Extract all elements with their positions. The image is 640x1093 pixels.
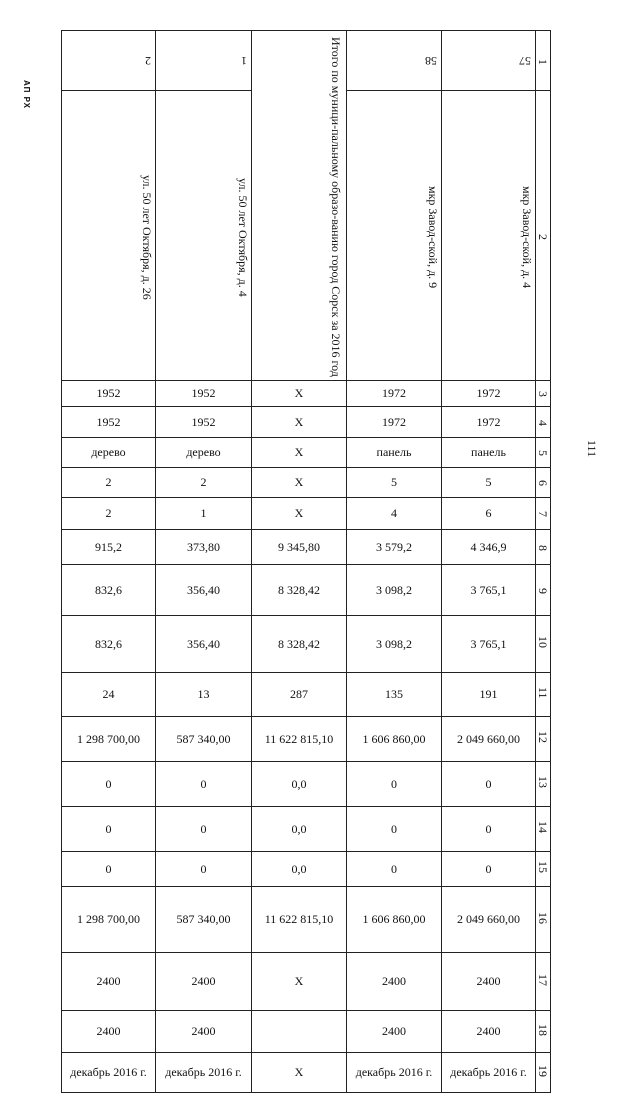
table-row [62,1010,551,1052]
archive-stamp: АП РХ [22,80,31,110]
table-cell: декабрь 2016 г. [165,1065,242,1080]
table-cell: 5 [485,475,492,490]
column-number: 1 [241,53,247,68]
table-cell: 1 606 860,00 [362,912,426,927]
column-number: 2 [145,53,151,68]
table-cell: 2 [105,475,112,490]
table-cell: 6 [485,506,492,521]
table-cell: 0 [105,861,112,876]
table-cell: 587 340,00 [176,912,231,927]
row-number: 7 [536,511,550,518]
table-cell: 1972 [476,386,501,401]
table-cell: 11 622 815,10 [264,912,334,927]
table-cell: 4 346,9 [470,539,507,554]
table-cell: 2 049 660,00 [457,731,520,746]
table-cell: 4 [391,506,397,521]
table-cell: 3 098,2 [376,582,412,597]
column-number: 58 [425,53,437,68]
table-cell: 1972 [382,414,406,429]
table-cell: X [294,414,304,429]
table-cell: дерево [91,445,126,460]
table-cell: 832,6 [95,582,122,597]
table-row [62,716,551,761]
table-cell: X [294,386,304,401]
row-number: 14 [536,821,550,834]
row-number: 4 [536,419,550,426]
table-row [62,615,551,672]
table-cell: 0 [485,821,492,836]
table-cell: 1952 [191,414,216,429]
page-number: 111 [585,440,599,458]
table-cell: 3 765,1 [470,636,507,651]
table-cell: 0 [105,821,112,836]
table-cell: 0 [200,861,207,876]
table-cell: 2 049 660,00 [457,912,520,927]
table-cell: 0 [391,776,397,791]
table-cell: 1952 [191,386,216,401]
row-number: 1 [536,58,550,65]
table-row [62,437,551,467]
table-row [62,31,551,91]
table-cell: 0,0 [291,861,307,876]
table-cell: 2400 [476,974,501,989]
table-cell: X [294,1065,304,1080]
table-cell: 2 [105,506,112,521]
column-address: мкр Завод-ской, д. 4 [520,185,534,289]
row-number: 5 [536,450,550,457]
table-cell: 11 622 815,10 [264,731,334,746]
row-number: 19 [536,1064,550,1077]
table-cell: 1972 [382,386,406,401]
column-address: Итого по муници-пальному образо-ванию город Сорск за 2016 год [329,37,343,377]
table-cell: 2400 [382,974,406,989]
table-cell: 13 [197,687,210,702]
table-cell: 0 [485,861,492,876]
table-cell: 2400 [382,1024,406,1039]
table-cell: 0 [105,776,112,791]
table-cell: 1 298 700,00 [77,912,140,927]
table-cell: 1 606 860,00 [362,731,426,746]
table-row [62,467,551,497]
table-cell: X [294,506,304,521]
table-row [62,886,551,952]
table-cell: 1 [200,506,207,521]
table-cell: декабрь 2016 г. [450,1065,527,1080]
table-cell: X [294,445,304,460]
table-cell: 915,2 [95,539,122,554]
row-number: 2 [536,233,550,240]
table-row [62,672,551,716]
row-number: 15 [536,861,550,874]
table-cell: 287 [290,687,308,702]
table-cell: 2400 [96,974,121,989]
table-row [62,761,551,806]
table-cell: панель [376,445,412,460]
table-cell: 1952 [96,386,121,401]
table-cell: 2400 [191,974,216,989]
table-cell: 0,0 [291,776,307,791]
table-cell: 0 [200,776,207,791]
table-cell: декабрь 2016 г. [70,1065,147,1080]
table-cell: 9 345,80 [278,539,320,554]
table-cell: 2 [200,475,207,490]
table-row [62,806,551,851]
table-cell: 832,6 [95,636,122,651]
column-address: мкр Завод-ской, д. 9 [426,185,440,289]
table-cell: 0,0 [291,821,307,836]
table-cell: X [294,974,304,989]
table-cell: 3 098,2 [376,636,412,651]
column-number: 57 [519,53,531,68]
row-number: 10 [536,636,550,649]
table-row [62,952,551,1010]
table-cell: 24 [102,687,115,702]
table-cell: 0 [391,861,397,876]
table-cell: 1 298 700,00 [77,731,140,746]
row-number: 12 [536,731,550,744]
row-number: 3 [536,391,550,398]
table-cell: декабрь 2016 г. [355,1065,433,1080]
table-row [62,529,551,564]
table-cell: 8 328,42 [278,582,320,597]
table-cell: 135 [385,687,403,702]
table-row [62,380,551,406]
table-cell: X [294,475,304,490]
table-cell: 0 [391,821,397,836]
table-row [62,497,551,529]
table-cell: 191 [479,687,498,702]
table-row [62,564,551,615]
table-cell: панель [471,445,506,460]
table-cell: 373,80 [187,539,220,554]
row-number: 16 [536,911,550,924]
table-cell: 356,40 [187,636,220,651]
table-cell: 0 [485,776,492,791]
table-cell: 5 [391,475,397,490]
table-cell: 3 765,1 [470,582,507,597]
row-number: 8 [536,544,550,551]
table-row [62,406,551,437]
row-number: 17 [536,973,550,986]
table-cell: 2400 [96,1024,121,1039]
table-cell: 2400 [191,1024,216,1039]
table-cell: 3 579,2 [376,539,412,554]
column-address: ул. 50 лет Октября, д. 26 [140,174,154,300]
table-cell: 0 [200,821,207,836]
row-number: 13 [536,776,550,789]
table-cell: 8 328,42 [278,636,320,651]
table-cell: 587 340,00 [176,731,231,746]
table-row [62,851,551,886]
table-cell: дерево [186,445,221,460]
table-row [62,1052,551,1092]
row-number: 9 [536,587,550,594]
table-cell: 1952 [96,414,121,429]
housing-table [61,30,551,1093]
table-cell: 356,40 [187,582,220,597]
column-address: ул. 50 лет Октября, д. 4 [236,177,250,297]
row-number: 11 [536,687,550,699]
row-number: 6 [536,480,550,487]
row-number: 18 [536,1023,550,1036]
table-cell: 1972 [476,414,501,429]
table-cell: 2400 [476,1024,501,1039]
